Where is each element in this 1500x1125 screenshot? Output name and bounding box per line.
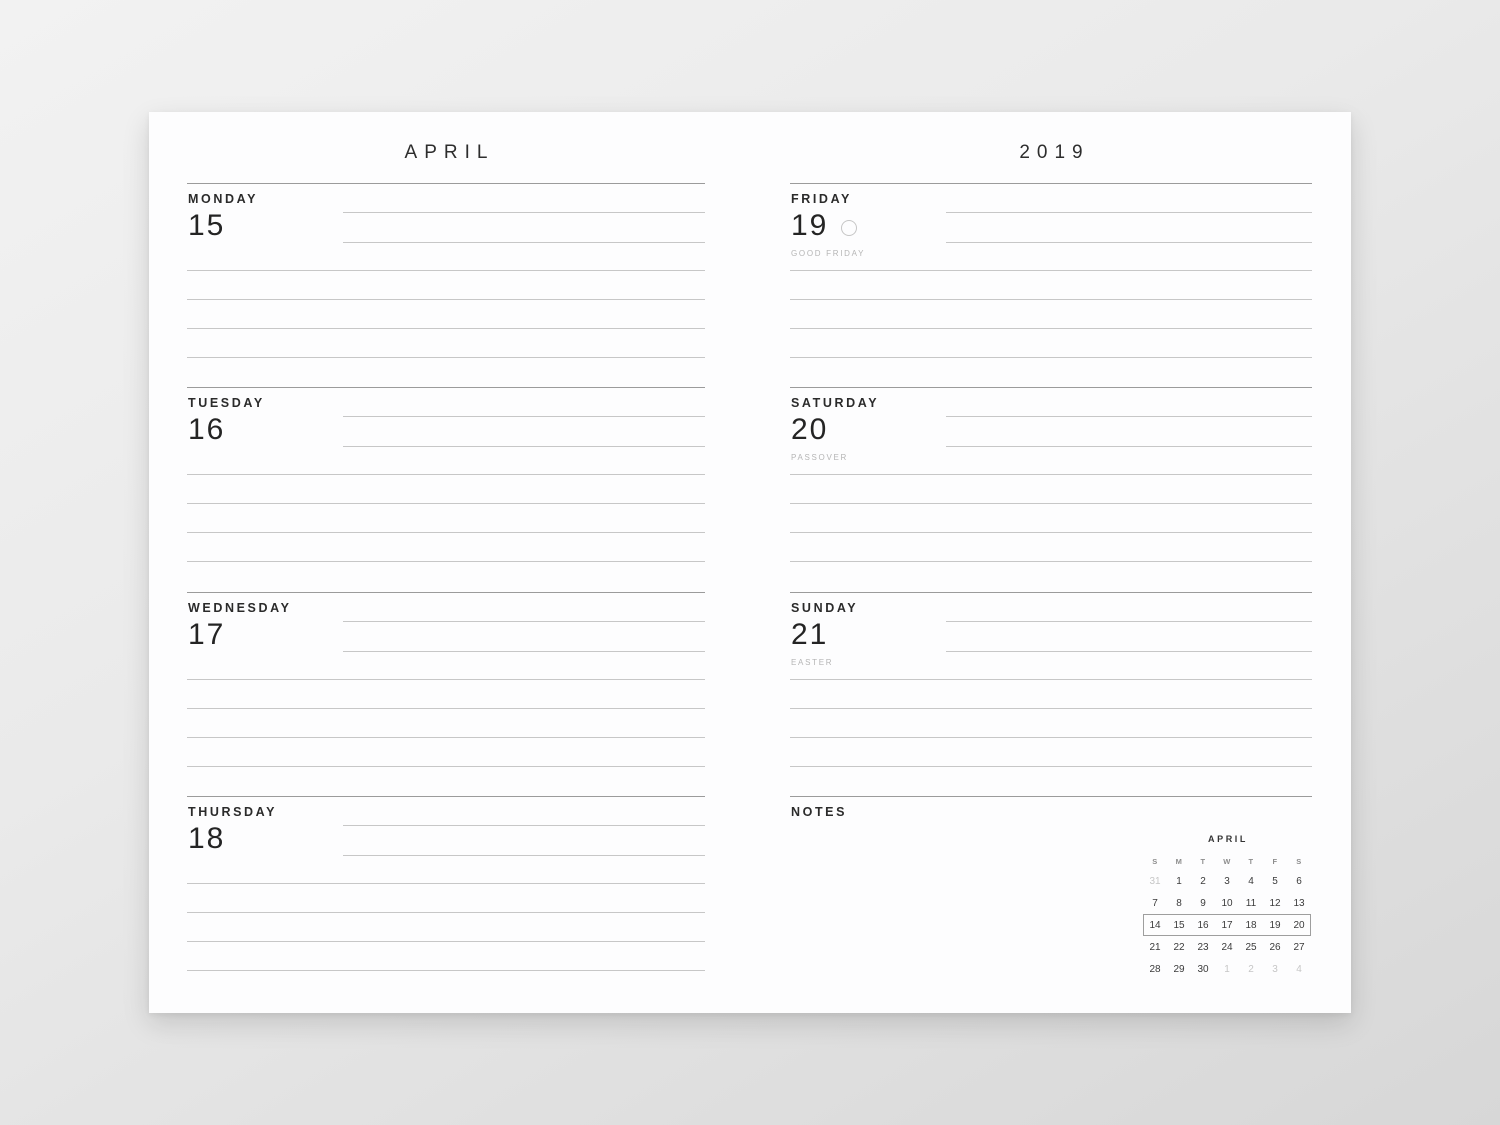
writing-line <box>790 737 1312 738</box>
writing-line <box>187 737 705 738</box>
mini-calendar-date: 10 <box>1221 897 1233 909</box>
notes-label: NOTES <box>791 805 848 819</box>
day-name: SATURDAY <box>791 396 880 410</box>
mini-calendar-date: 1 <box>1176 875 1182 887</box>
mini-calendar-date: 6 <box>1296 875 1302 887</box>
mini-calendar-date: 15 <box>1173 919 1185 931</box>
section-divider <box>187 387 705 388</box>
writing-line <box>187 883 705 884</box>
writing-line <box>343 855 705 856</box>
writing-line <box>790 328 1312 329</box>
mini-calendar-weekday-row <box>1143 852 1311 870</box>
mini-calendar-weekday: M <box>1175 856 1183 866</box>
day-number: 20 <box>791 413 829 446</box>
writing-line <box>790 766 1312 767</box>
planner-sheet <box>149 112 1351 1013</box>
writing-line <box>343 242 705 243</box>
day-number: 15 <box>188 209 226 242</box>
section-divider <box>790 387 1312 388</box>
writing-line <box>790 708 1312 709</box>
writing-line <box>187 270 705 271</box>
writing-line <box>946 416 1312 417</box>
day-section-monday <box>187 183 705 387</box>
writing-line <box>946 621 1312 622</box>
writing-line <box>187 532 705 533</box>
writing-line <box>790 503 1312 504</box>
day-number: 16 <box>188 413 226 446</box>
writing-line <box>187 766 705 767</box>
mini-calendar-weekday: T <box>1248 856 1254 866</box>
mini-calendar-date: 7 <box>1152 897 1158 909</box>
mini-calendar-weekday: W <box>1223 856 1231 866</box>
mini-calendar-date: 21 <box>1149 941 1161 953</box>
mini-calendar-date: 28 <box>1149 963 1161 975</box>
year-header: 2019 <box>1019 142 1090 163</box>
mini-calendar-date: 3 <box>1224 875 1230 887</box>
day-name: WEDNESDAY <box>188 601 292 615</box>
day-name: TUESDAY <box>188 396 265 410</box>
writing-line <box>187 561 705 562</box>
month-header: APRIL <box>404 142 495 163</box>
day-name: SUNDAY <box>791 601 859 615</box>
left-page <box>187 112 705 1013</box>
mini-calendar <box>1143 834 1311 980</box>
mini-calendar-title: APRIL <box>1208 834 1248 844</box>
mini-calendar-date: 20 <box>1293 919 1305 931</box>
mini-calendar-week <box>1143 958 1311 980</box>
mini-calendar-weekday: S <box>1152 856 1158 866</box>
writing-line <box>790 532 1312 533</box>
writing-line <box>946 651 1312 652</box>
mini-calendar-date: 2 <box>1200 875 1206 887</box>
mini-calendar-date: 2 <box>1248 963 1254 975</box>
writing-line <box>187 679 705 680</box>
writing-line <box>187 503 705 504</box>
day-number: 18 <box>188 822 226 855</box>
writing-line <box>343 212 705 213</box>
day-name: MONDAY <box>188 192 259 206</box>
mini-calendar-date: 26 <box>1269 941 1281 953</box>
section-divider <box>790 592 1312 593</box>
mini-calendar-weekday: T <box>1200 856 1206 866</box>
mini-calendar-date: 22 <box>1173 941 1185 953</box>
writing-line <box>343 825 705 826</box>
holiday-label: PASSOVER <box>791 453 849 462</box>
section-divider <box>187 592 705 593</box>
writing-line <box>343 446 705 447</box>
mini-calendar-date: 18 <box>1245 919 1257 931</box>
mini-calendar-date: 30 <box>1197 963 1209 975</box>
mini-calendar-current-week <box>1143 914 1311 936</box>
day-section-thursday <box>187 796 705 1000</box>
full-moon-icon <box>841 220 857 236</box>
mini-calendar-date: 29 <box>1173 963 1185 975</box>
day-section-wednesday <box>187 592 705 796</box>
writing-line <box>187 299 705 300</box>
writing-line <box>790 299 1312 300</box>
mini-calendar-date: 27 <box>1293 941 1305 953</box>
mini-calendar-week <box>1143 870 1311 892</box>
day-section-saturday <box>790 387 1312 591</box>
section-divider <box>790 183 1312 184</box>
section-divider <box>187 183 705 184</box>
writing-line <box>187 474 705 475</box>
notes-section <box>790 796 1312 1013</box>
writing-line <box>946 446 1312 447</box>
writing-line <box>187 941 705 942</box>
mini-calendar-week <box>1143 892 1311 914</box>
mini-calendar-week <box>1143 936 1311 958</box>
writing-line <box>790 357 1312 358</box>
mini-calendar-date: 9 <box>1200 897 1206 909</box>
mini-calendar-date: 4 <box>1248 875 1254 887</box>
section-divider <box>187 796 705 797</box>
mini-calendar-date: 19 <box>1269 919 1281 931</box>
writing-line <box>187 357 705 358</box>
writing-line <box>187 912 705 913</box>
mini-calendar-date: 17 <box>1221 919 1233 931</box>
holiday-label: EASTER <box>791 658 834 667</box>
mini-calendar-date: 5 <box>1272 875 1278 887</box>
writing-line <box>343 651 705 652</box>
writing-line <box>187 328 705 329</box>
mini-calendar-date: 13 <box>1293 897 1305 909</box>
mini-calendar-date: 25 <box>1245 941 1257 953</box>
mini-calendar-grid <box>1143 852 1311 980</box>
mini-calendar-date: 4 <box>1296 963 1302 975</box>
mini-calendar-date: 31 <box>1149 875 1161 887</box>
writing-line <box>946 212 1312 213</box>
writing-line <box>187 970 705 971</box>
writing-line <box>343 416 705 417</box>
writing-line <box>790 474 1312 475</box>
day-name: FRIDAY <box>791 192 852 206</box>
writing-line <box>790 561 1312 562</box>
day-number: 17 <box>188 618 226 651</box>
holiday-label: GOOD FRIDAY <box>791 249 866 258</box>
mini-calendar-date: 24 <box>1221 941 1233 953</box>
right-page <box>790 112 1312 1013</box>
writing-line <box>790 270 1312 271</box>
mini-calendar-date: 12 <box>1269 897 1281 909</box>
mini-calendar-date: 16 <box>1197 919 1209 931</box>
writing-line <box>790 679 1312 680</box>
mini-calendar-weekday: S <box>1296 856 1302 866</box>
day-section-sunday <box>790 592 1312 796</box>
writing-line <box>187 708 705 709</box>
day-number: 19 <box>791 209 829 242</box>
day-section-tuesday <box>187 387 705 591</box>
writing-line <box>946 242 1312 243</box>
day-section-friday <box>790 183 1312 387</box>
mini-calendar-date: 11 <box>1245 897 1257 909</box>
day-name: THURSDAY <box>188 805 278 819</box>
mini-calendar-date: 8 <box>1176 897 1182 909</box>
section-divider <box>790 796 1312 797</box>
writing-line <box>343 621 705 622</box>
day-number: 21 <box>791 618 829 651</box>
mini-calendar-date: 1 <box>1224 963 1230 975</box>
mini-calendar-date: 14 <box>1149 919 1161 931</box>
mini-calendar-date: 3 <box>1272 963 1278 975</box>
mini-calendar-weekday: F <box>1272 856 1278 866</box>
mini-calendar-date: 23 <box>1197 941 1209 953</box>
